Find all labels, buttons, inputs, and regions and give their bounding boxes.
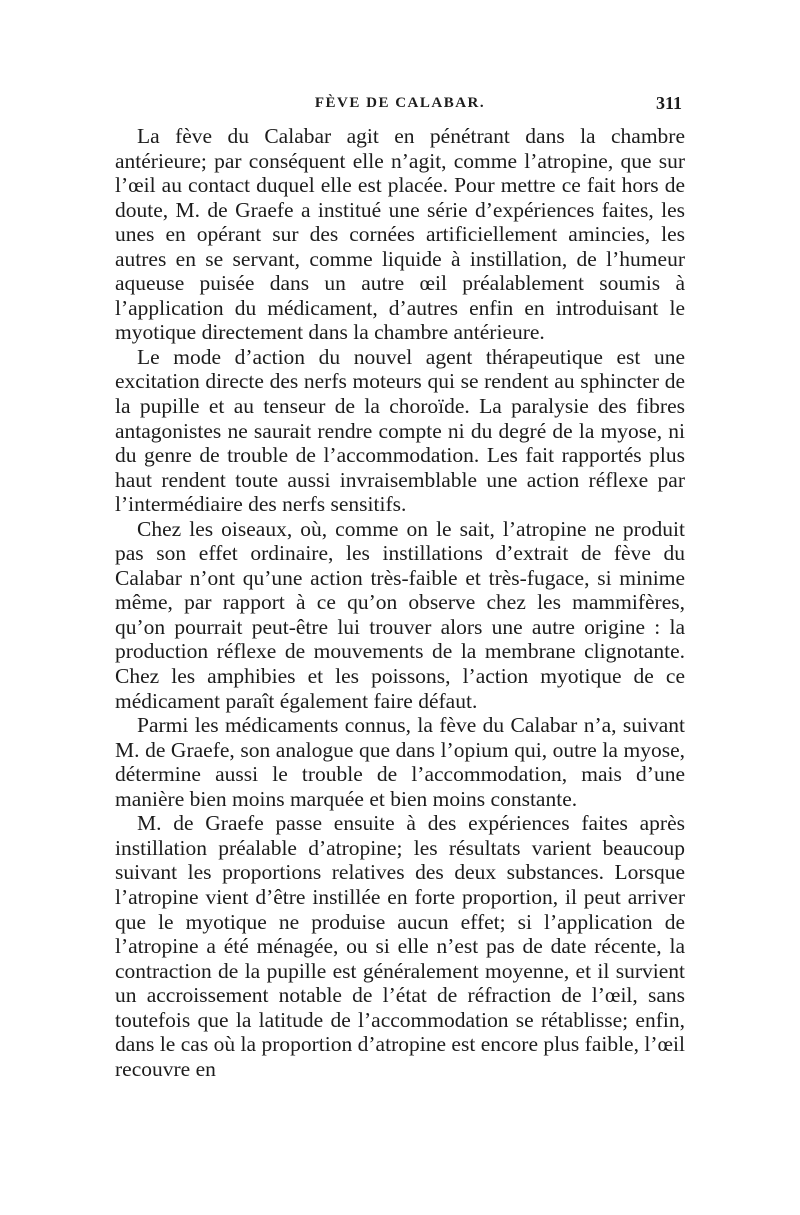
paragraph-1: La fève du Calabar agit en pénétrant dans la chambre antérieure; par conséquent elle n’agit, comme l’atropine, que sur l’œil au contact duquel elle est placée. Pour mettre ce fait hors de doute, M. de Graefe a institué une série d’expériences faites, les unes en opérant sur des cornées artificiellement amincies, les autres en se servant, comme liquide à instillation, de l’humeur aqueuse puisée dans un autre œil préalablement soumis à l’application du médicament, d’autres enfin en introduisant le myotique directement dans la chambre antérieure. <box>115 124 685 345</box>
paragraph-5: M. de Graefe passe ensuite à des expériences faites après instillation préalable d’atropine; les résultats varient beaucoup suivant les proportions relatives des deux substances. Lorsque l’atropine vient d’être instillée en forte proportion, il peut arriver que le myotique ne produise aucun effet; si l’application de l’atropine a été ménagée, ou si elle n’est pas de date récente, la contraction de la pupille est généralement moyenne, et il survient un accroissement notable de l’état de réfraction de l’œil, sans toutefois que la latitude de l’accommodation se rétablisse; enfin, dans le cas où la proportion d’atropine est encore plus faible, l’œil recouvre en <box>115 811 685 1081</box>
running-head <box>114 92 686 118</box>
paragraph-3: Chez les oiseaux, où, comme on le sait, l’atropine ne produit pas son effet ordinaire, les instillations d’extrait de fève du Calabar n’ont qu’une action très-faible et très-fugace, si minime même, par rapport à ce qu’on observe chez les mammifères, qu’on pourrait peut-être lui trouver alors une autre origine : la production réflexe de mouvements de la membrane clignotante. Chez les amphibies et les poissons, l’action myotique de ce médicament paraît également faire défaut. <box>115 516 685 713</box>
paragraph-2: Le mode d’action du nouvel agent thérapeutique est une excitation directe des nerfs moteurs qui se rendent au sphincter de la pupille et au tenseur de la choroïde. La paralysie des fibres antagonistes ne saurait rendre compte ni du degré de la myose, ni du genre de trouble de l’accommodation. Les fait rapportés plus haut rendent toute aussi invraisemblable une action réflexe par l’intermédiaire des nerfs sensitifs. <box>115 344 685 517</box>
page-number: 311 <box>655 93 682 113</box>
running-title: FÈVE DE CALABAR. <box>314 95 486 111</box>
paragraph-4: Parmi les médicaments connus, la fève du Calabar n’a, suivant M. de Graefe, son analogue que dans l’opium qui, outre la myose, détermine aussi le trouble de l’accommodation, mais d’une manière bien moins marquée et bien moins constante. <box>115 713 685 811</box>
body-text <box>115 124 685 1081</box>
